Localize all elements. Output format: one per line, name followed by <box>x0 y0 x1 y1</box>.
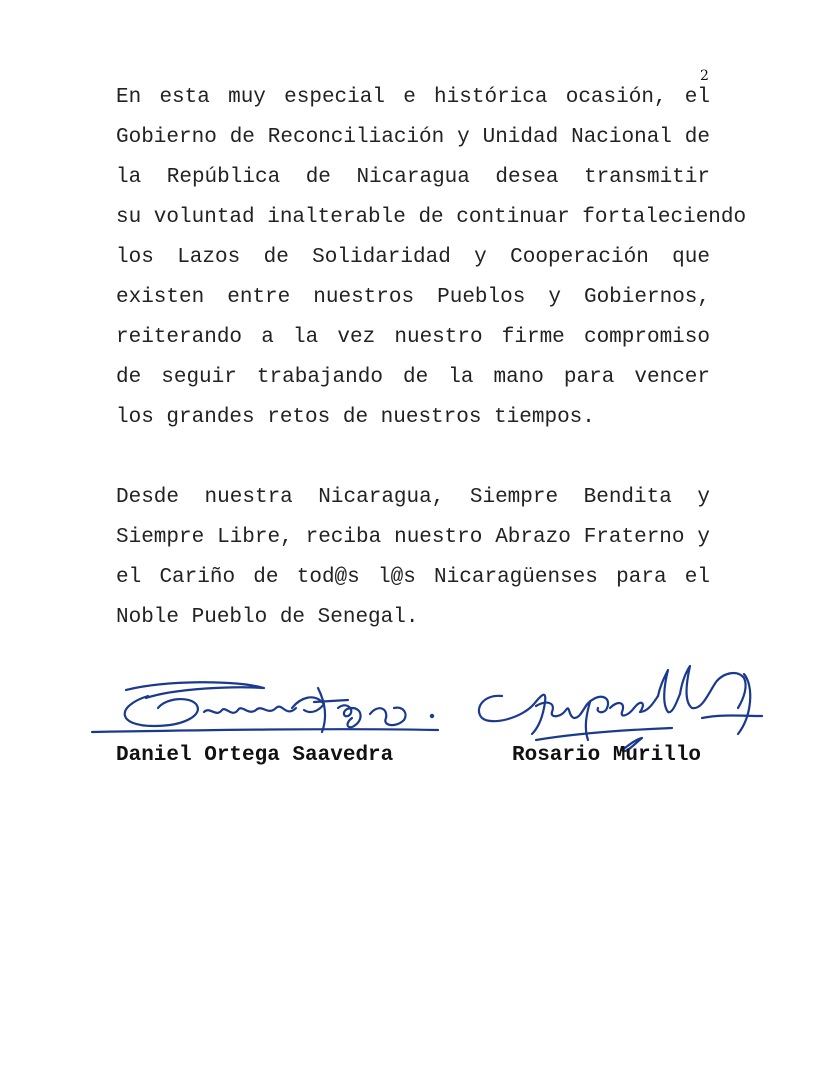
signer-name-murillo: Rosario Murillo <box>512 744 702 767</box>
paragraph-line: Desde nuestra Nicaragua, Siempre Bendita y <box>116 486 710 509</box>
paragraph-2 <box>116 478 710 638</box>
paragraph-line: los Lazos de Solidaridad y Cooperación que <box>116 246 710 269</box>
paragraph-line: su voluntad inalterable de continuar fortaleciendo <box>116 206 747 229</box>
paragraph-line: los grandes retos de nuestros tiempos. <box>116 406 595 429</box>
paragraph-line: Siempre Libre, reciba nuestro Abrazo Fraterno y <box>116 526 710 549</box>
paragraph-line: la República de Nicaragua desea transmitir <box>116 166 710 189</box>
paragraph-line: de seguir trabajando de la mano para vencer <box>116 366 710 389</box>
paragraph-1 <box>116 78 747 438</box>
paragraph-line: En esta muy especial e histórica ocasión, el <box>116 86 710 109</box>
paragraph-line: existen entre nuestros Pueblos y Gobiernos, <box>116 286 710 309</box>
signer-name-ortega: Daniel Ortega Saavedra <box>116 744 394 767</box>
paragraph-line: el Cariño de tod@s l@s Nicaragüenses para el <box>116 566 710 589</box>
paragraph-line: Gobierno de Reconciliación y Unidad Nacional de <box>116 126 710 149</box>
signature-ortega <box>86 678 446 740</box>
paragraph-line: Noble Pueblo de Senegal. <box>116 606 419 629</box>
page-number: 2 <box>700 68 709 84</box>
paragraph-line: reiterando a la vez nuestro firme compromiso <box>116 326 710 349</box>
signature-murillo <box>472 656 772 756</box>
